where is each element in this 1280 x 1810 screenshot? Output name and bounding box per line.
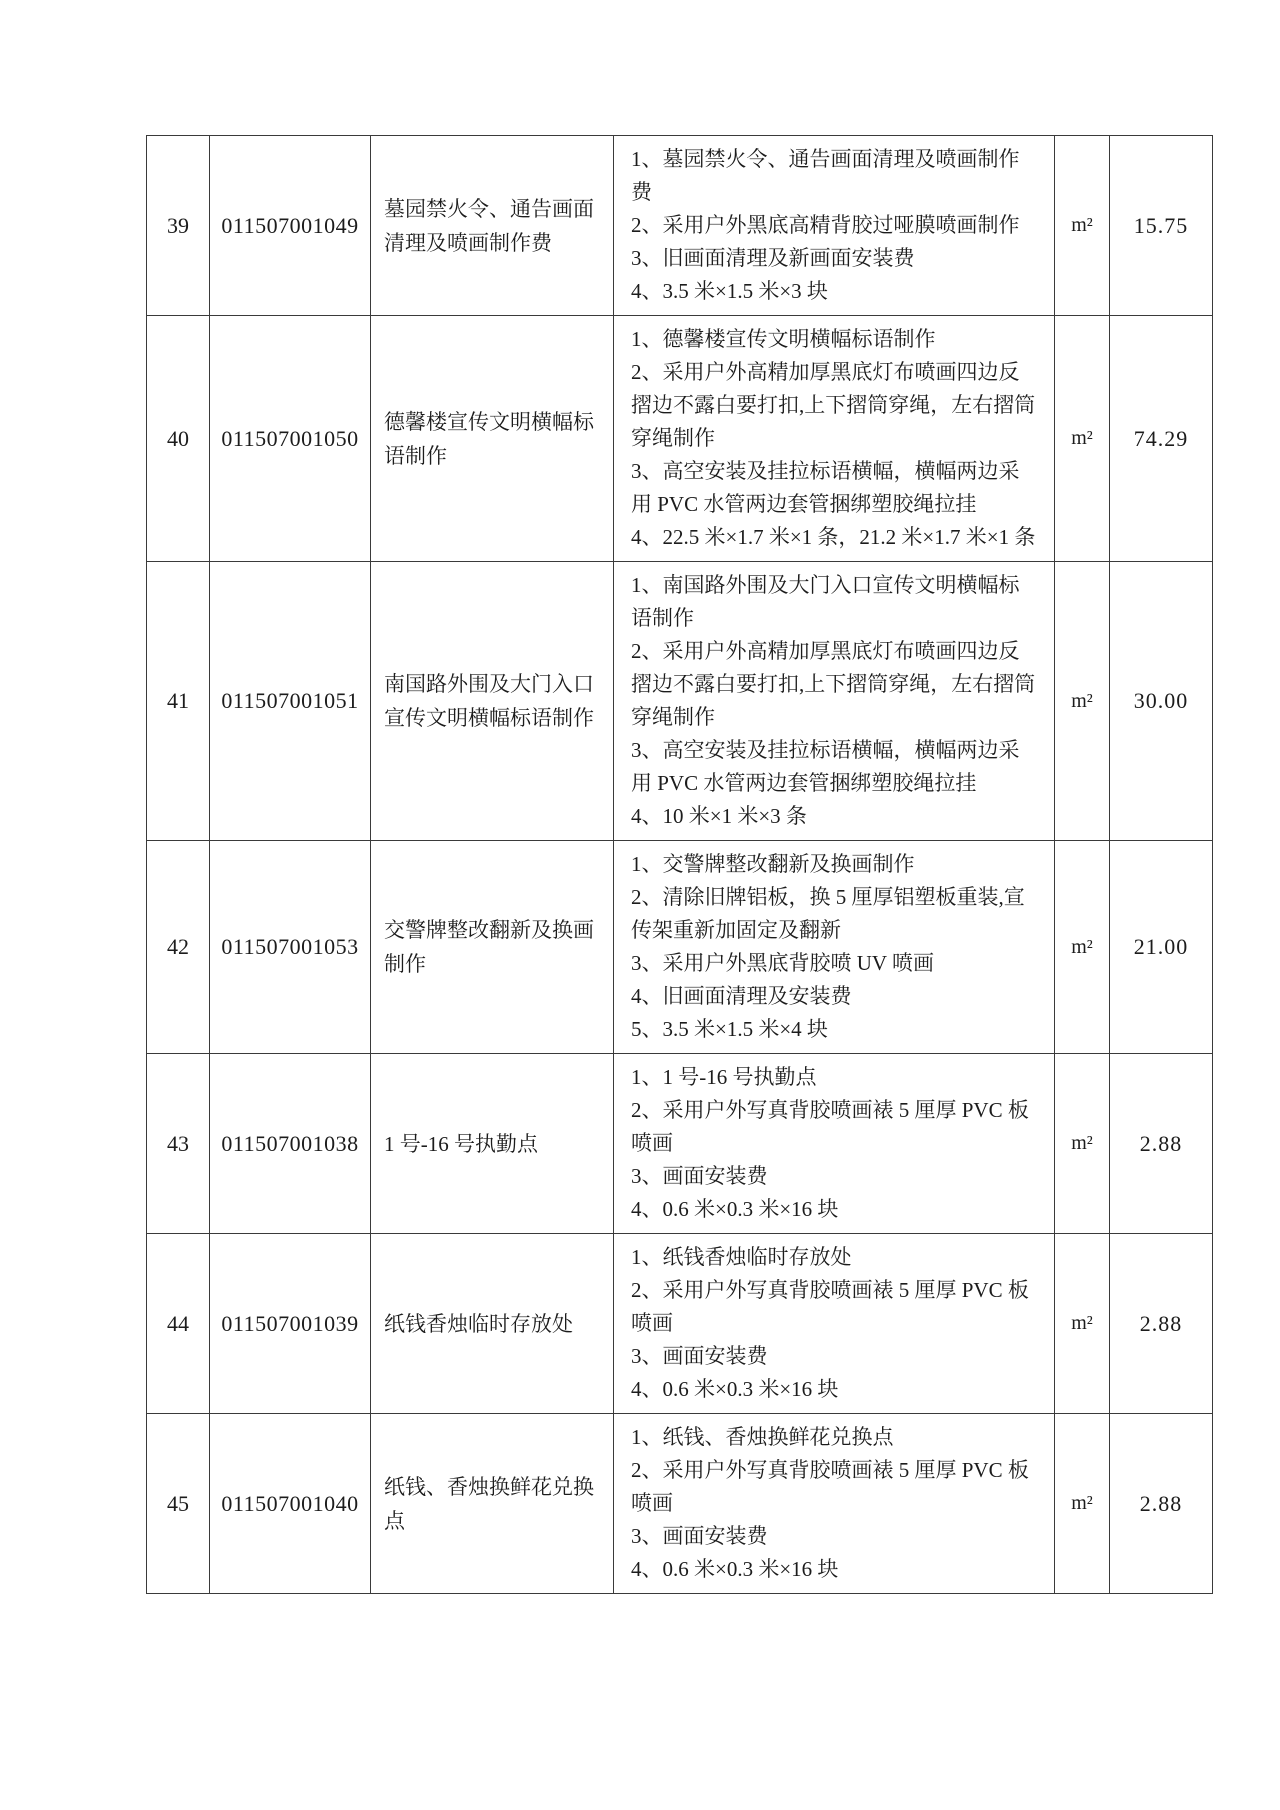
code-cell: 011507001040 [210,1414,371,1594]
detail-line: 4、22.5 米×1.7 米×1 条，21.2 米×1.7 米×1 条 [631,525,1036,549]
serial-cell: 43 [147,1054,210,1234]
table-body [147,136,1213,1594]
detail-line: 1、交警牌整改翻新及换画制作 [631,852,915,876]
serial-cell: 42 [147,841,210,1054]
code-cell: 011507001039 [210,1234,371,1414]
price-cell: 2.88 [1110,1234,1213,1414]
details-cell [614,1234,1055,1414]
price-cell: 15.75 [1110,136,1213,316]
name-cell: 德馨楼宣传文明横幅标语制作 [371,316,614,562]
unit-cell: m² [1055,316,1110,562]
serial-cell: 45 [147,1414,210,1594]
detail-line: 1、1 号-16 号执勤点 [631,1065,817,1089]
name-cell: 1 号-16 号执勤点 [371,1054,614,1234]
table-row [147,562,1213,841]
serial-cell: 41 [147,562,210,841]
unit-cell: m² [1055,1054,1110,1234]
serial-cell: 44 [147,1234,210,1414]
detail-line: 1、德馨楼宣传文明横幅标语制作 [631,327,936,351]
price-cell: 2.88 [1110,1414,1213,1594]
detail-line: 3、画面安装费 [631,1164,768,1188]
detail-line: 2、采用户外写真背胶喷画裱 5 厘厚 PVC 板喷画 [631,1278,1029,1335]
table-row [147,841,1213,1054]
serial-cell: 39 [147,136,210,316]
detail-line: 4、3.5 米×1.5 米×3 块 [631,279,828,303]
unit-cell: m² [1055,562,1110,841]
price-cell: 2.88 [1110,1054,1213,1234]
detail-line: 2、采用户外高精加厚黑底灯布喷画四边反摺边不露白要打扣,上下摺筒穿绳，左右摺筒穿绳制作 [631,360,1036,450]
details-cell [614,841,1055,1054]
details-cell [614,1054,1055,1234]
detail-line: 2、采用户外写真背胶喷画裱 5 厘厚 PVC 板喷画 [631,1458,1029,1515]
code-cell: 011507001050 [210,316,371,562]
detail-line: 2、采用户外写真背胶喷画裱 5 厘厚 PVC 板喷画 [631,1098,1029,1155]
details-cell [614,1414,1055,1594]
detail-line: 1、纸钱香烛临时存放处 [631,1245,852,1269]
detail-line: 2、采用户外高精加厚黑底灯布喷画四边反摺边不露白要打扣,上下摺筒穿绳，左右摺筒穿绳制作 [631,639,1036,729]
detail-line: 3、高空安装及挂拉标语横幅，横幅两边采用 PVC 水管两边套管捆绑塑胶绳拉挂 [631,459,1020,516]
detail-line: 3、采用户外黑底背胶喷 UV 喷画 [631,951,934,975]
details-cell [614,316,1055,562]
name-cell: 南国路外围及大门入口宣传文明横幅标语制作 [371,562,614,841]
detail-line: 3、画面安装费 [631,1524,768,1548]
table-row [147,1054,1213,1234]
unit-cell: m² [1055,1234,1110,1414]
detail-line: 4、0.6 米×0.3 米×16 块 [631,1197,839,1221]
detail-line: 1、墓园禁火令、通告画面清理及喷画制作费 [631,147,1020,204]
detail-line: 3、高空安装及挂拉标语横幅，横幅两边采用 PVC 水管两边套管捆绑塑胶绳拉挂 [631,738,1020,795]
detail-line: 1、南国路外围及大门入口宣传文明横幅标语制作 [631,573,1020,630]
code-cell: 011507001038 [210,1054,371,1234]
unit-cell: m² [1055,841,1110,1054]
detail-line: 2、清除旧牌铝板，换 5 厘厚铝塑板重装,宣传架重新加固定及翻新 [631,885,1025,942]
code-cell: 011507001053 [210,841,371,1054]
code-cell: 011507001049 [210,136,371,316]
price-list-table [146,135,1213,1594]
table-row [147,1234,1213,1414]
name-cell: 交警牌整改翻新及换画制作 [371,841,614,1054]
price-cell: 74.29 [1110,316,1213,562]
table-row [147,1414,1213,1594]
detail-line: 4、0.6 米×0.3 米×16 块 [631,1377,839,1401]
unit-cell: m² [1055,136,1110,316]
detail-line: 2、采用户外黑底高精背胶过哑膜喷画制作 [631,213,1020,237]
name-cell: 墓园禁火令、通告画面清理及喷画制作费 [371,136,614,316]
serial-cell: 40 [147,316,210,562]
name-cell: 纸钱、香烛换鲜花兑换点 [371,1414,614,1594]
detail-line: 4、10 米×1 米×3 条 [631,804,807,828]
detail-line: 4、旧画面清理及安装费 [631,984,852,1008]
details-cell [614,136,1055,316]
price-cell: 21.00 [1110,841,1213,1054]
detail-line: 3、旧画面清理及新画面安装费 [631,246,915,270]
price-cell: 30.00 [1110,562,1213,841]
table-row [147,316,1213,562]
table-row [147,136,1213,316]
details-cell [614,562,1055,841]
unit-cell: m² [1055,1414,1110,1594]
detail-line: 4、0.6 米×0.3 米×16 块 [631,1557,839,1581]
name-cell: 纸钱香烛临时存放处 [371,1234,614,1414]
code-cell: 011507001051 [210,562,371,841]
detail-line: 5、3.5 米×1.5 米×4 块 [631,1017,828,1041]
detail-line: 1、纸钱、香烛换鲜花兑换点 [631,1425,894,1449]
detail-line: 3、画面安装费 [631,1344,768,1368]
